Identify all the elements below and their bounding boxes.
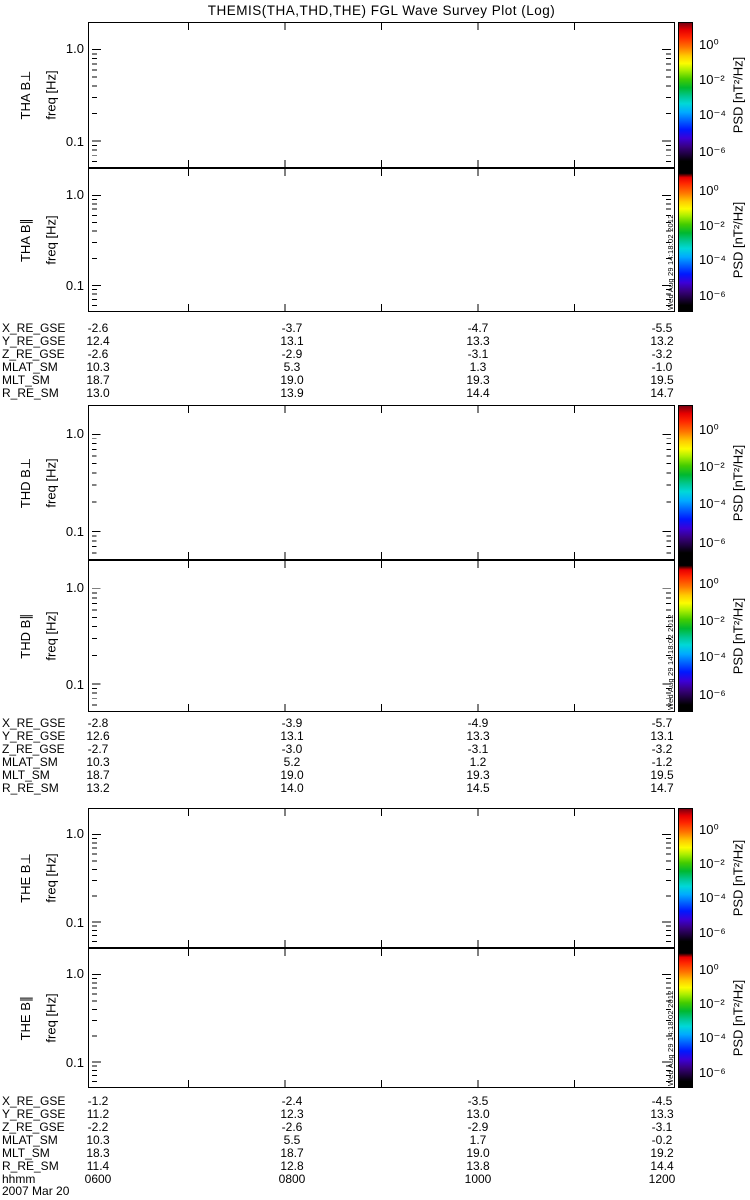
table-cell: -1.0 [651,360,673,374]
table-row-label: MLAT_SM [2,755,58,769]
psd-colorbar-tick-label: 10⁻⁶ [699,534,726,550]
freq-tick-label: 1.0 [65,825,84,841]
freq-tick-label: 1.0 [65,965,84,981]
freq-tick-label: 0.1 [65,524,84,540]
table-cell: -1.2 [87,1094,109,1108]
plot-timestamp: Wed Aug 29 14:18:02 2012 [666,614,675,710]
freq-tick-label: 0.1 [65,133,84,149]
table-cell: -3.7 [281,321,303,335]
psd-colorbar [678,560,693,712]
table-row [0,1160,750,1173]
psd-colorbar-tick-label: 10⁰ [699,421,719,437]
freq-tick-label: 0.1 [65,1054,84,1070]
table-cell: 14.5 [466,781,490,795]
table-cell: -3.9 [281,716,303,730]
table-cell: 18.7 [86,373,110,387]
table-row-label: X_RE_GSE [2,321,66,335]
table-cell: 13.2 [86,781,110,795]
psd-colorbar-tick-label: 10⁻⁶ [699,143,726,159]
table-cell: 14.4 [650,1159,674,1173]
table-cell: -2.7 [87,742,109,756]
table-row [0,1147,750,1160]
table-row [0,387,750,400]
plot-title: THEMIS(THA,THD,THE) FGL Wave Survey Plot (Log) [207,3,556,18]
psd-colorbar-tick-label: 10⁻⁴ [699,889,726,905]
table-cell: 19.5 [650,768,674,782]
freq-tick-label: 1.0 [65,425,84,441]
table-row-label: MLAT_SM [2,1133,58,1147]
table-cell: 1.3 [469,360,487,374]
psd-colorbar-tick-label: 10⁻⁴ [699,496,726,512]
table-cell: -4.9 [467,716,489,730]
table-row [0,1108,750,1121]
table-row [0,730,750,743]
freq-axis-label: freq [Hz] [43,611,59,661]
table-cell: 14.7 [650,386,674,400]
plot-timestamp: Wed Aug 29 14:18:02 2012 [666,214,675,310]
table-row-label: X_RE_GSE [2,716,66,730]
plot-timestamp: Wed Aug 29 14:18:02 2012 [666,990,675,1086]
spectrogram-panel-0-bpar [88,168,675,312]
table-cell: -2.9 [467,1120,489,1134]
table-row-label: R_RE_SM [2,386,59,400]
table-cell: -3.2 [651,347,673,361]
table-cell: -2.2 [87,1120,109,1134]
psd-colorbar [678,405,693,560]
axis-ticks [89,809,674,947]
panel-label-0-bperp: THA B⊥ [18,70,33,120]
axis-ticks [89,169,674,311]
table-cell: -2.6 [87,347,109,361]
table-cell: 0600 [84,1172,112,1186]
psd-colorbar [678,808,693,948]
table-cell: 13.0 [466,1107,490,1121]
table-row [0,717,750,730]
psd-colorbar-tick-label: 10⁰ [699,962,719,978]
table-cell: -3.1 [467,742,489,756]
table-cell: -5.7 [651,716,673,730]
freq-tick-label: 0.1 [65,278,84,294]
psd-axis-label: PSD [nT²/Hz] [730,444,746,521]
table-cell: 19.3 [466,373,490,387]
table-row [0,769,750,782]
table-cell: -2.6 [281,1120,303,1134]
table-cell: 13.3 [650,1107,674,1121]
psd-colorbar-tick-label: 10⁰ [699,37,719,53]
table-row-label: hhmm [2,1172,36,1186]
table-cell: 13.3 [466,334,490,348]
freq-axis-label: freq [Hz] [43,70,59,120]
spectrogram-panel-0-bperp [88,22,675,168]
table-cell: 1.2 [469,755,487,769]
panel-label-1-bpar: THD B∥ [18,613,33,659]
psd-axis-label: PSD [nT²/Hz] [730,201,746,279]
table-cell: -3.5 [467,1094,489,1108]
table-cell: -4.5 [651,1094,673,1108]
table-cell: -2.6 [87,321,109,335]
psd-colorbar-tick-label: 10⁻² [699,996,725,1011]
freq-tick-label: 0.1 [65,676,84,692]
table-cell: 13.1 [280,334,304,348]
spectrogram-panel-1-bperp [88,405,675,560]
axis-ticks [89,406,674,559]
table-cell: 1.7 [469,1133,487,1147]
psd-colorbar-tick-label: 10⁻² [699,459,725,474]
psd-colorbar-tick-label: 10⁻⁶ [699,288,726,304]
psd-colorbar-tick-label: 10⁻² [699,72,725,88]
table-cell: -3.1 [651,1120,673,1134]
table-cell: 5.5 [283,1133,301,1147]
table-cell: -0.2 [651,1133,673,1147]
freq-axis-label: freq [Hz] [43,993,59,1043]
table-cell: 14.4 [466,386,490,400]
psd-axis-label: PSD [nT²/Hz] [730,56,746,134]
table-cell: -3.2 [651,742,673,756]
table-row [0,335,750,348]
axis-ticks [89,949,674,1087]
table-cell: 19.3 [466,768,490,782]
plot-date: 2007 Mar 20 [2,1184,70,1198]
table-cell: -3.1 [467,347,489,361]
psd-axis-label: PSD [nT²/Hz] [730,597,746,675]
table-cell: 12.3 [280,1107,304,1121]
psd-colorbar-tick-label: 10⁻⁶ [699,687,726,703]
freq-axis-label: freq [Hz] [43,853,59,903]
freq-tick-label: 1.0 [65,580,84,596]
table-row-label: R_RE_SM [2,1159,59,1173]
table-cell: 5.2 [283,755,301,769]
table-cell: 13.0 [86,386,110,400]
table-row [0,322,750,335]
panel-label-2-bperp: THE B⊥ [18,853,33,903]
table-cell: 10.3 [86,755,110,769]
table-cell: 13.2 [650,334,674,348]
table-row [0,756,750,769]
table-row-label: MLT_SM [2,1146,50,1160]
table-cell: -2.4 [281,1094,303,1108]
psd-colorbar-tick-label: 10⁰ [699,576,719,592]
psd-colorbar-tick-label: 10⁻⁴ [699,107,726,123]
table-cell: 19.0 [280,768,304,782]
psd-colorbar [678,22,693,168]
freq-tick-label: 1.0 [65,186,84,202]
table-cell: 0800 [278,1172,306,1186]
psd-axis-label: PSD [nT²/Hz] [730,979,746,1057]
panel-label-0-bpar: THA B∥ [18,217,33,263]
psd-colorbar-tick-label: 10⁰ [699,183,719,199]
table-cell: -1.2 [651,755,673,769]
table-cell: 14.0 [280,781,304,795]
table-row-label: Y_RE_GSE [2,1107,66,1121]
table-cell: 13.1 [650,729,674,743]
psd-axis-label: PSD [nT²/Hz] [730,839,746,917]
table-cell: 18.7 [86,768,110,782]
table-row-label: Y_RE_GSE [2,334,66,348]
table-cell: 18.7 [280,1146,304,1160]
table-row [0,374,750,387]
psd-colorbar-tick-label: 10⁻⁶ [699,1064,726,1080]
table-cell: 10.3 [86,360,110,374]
table-cell: 19.5 [650,373,674,387]
table-row-label: Z_RE_GSE [2,347,65,361]
psd-colorbar-tick-label: 10⁻⁴ [699,252,726,268]
panel-label-1-bperp: THD B⊥ [18,457,33,508]
table-cell: 18.3 [86,1146,110,1160]
table-row [0,1173,750,1186]
table-cell: 11.4 [86,1159,110,1173]
table-cell: 12.6 [86,729,110,743]
table-cell: -2.9 [281,347,303,361]
table-row-label: MLT_SM [2,768,50,782]
freq-axis-label: freq [Hz] [43,215,59,265]
table-cell: 13.8 [466,1159,490,1173]
table-row [0,1134,750,1147]
table-row-label: MLAT_SM [2,360,58,374]
table-row-label: Z_RE_GSE [2,1120,65,1134]
table-row [0,1095,750,1108]
table-cell: 19.0 [466,1146,490,1160]
table-row [0,743,750,756]
psd-colorbar [678,168,693,312]
table-cell: -4.7 [467,321,489,335]
table-row-label: X_RE_GSE [2,1094,66,1108]
table-row-label: R_RE_SM [2,781,59,795]
panel-label-2-bpar: THE B∥ [18,995,33,1041]
table-cell: 12.8 [280,1159,304,1173]
table-cell: 19.2 [650,1146,674,1160]
psd-colorbar-tick-label: 10⁰ [699,822,719,838]
table-row [0,348,750,361]
freq-axis-label: freq [Hz] [43,457,59,508]
table-cell: 13.3 [466,729,490,743]
table-cell: 12.4 [86,334,110,348]
axis-ticks [89,23,674,167]
table-cell: -5.5 [651,321,673,335]
table-cell: 13.1 [280,729,304,743]
psd-colorbar [678,948,693,1088]
spectrogram-panel-2-bperp [88,808,675,948]
axis-ticks [89,561,674,711]
table-row [0,782,750,795]
table-cell: 19.0 [280,373,304,387]
psd-colorbar-tick-label: 10⁻⁶ [699,924,726,940]
spectrogram-panel-2-bpar [88,948,675,1088]
table-cell: 10.3 [86,1133,110,1147]
psd-colorbar-tick-label: 10⁻⁴ [699,1029,726,1045]
table-row [0,361,750,374]
table-cell: 11.2 [86,1107,110,1121]
table-cell: -3.0 [281,742,303,756]
freq-tick-label: 0.1 [65,914,84,930]
table-cell: -2.8 [87,716,109,730]
psd-colorbar-tick-label: 10⁻² [699,856,725,871]
table-row [0,1121,750,1134]
psd-colorbar-tick-label: 10⁻² [699,612,725,628]
table-row-label: MLT_SM [2,373,50,387]
table-cell: 1000 [464,1172,492,1186]
psd-colorbar-tick-label: 10⁻⁴ [699,649,726,665]
spectrogram-panel-1-bpar [88,560,675,712]
table-row-label: Y_RE_GSE [2,729,66,743]
table-cell: 13.9 [280,386,304,400]
table-cell: 14.7 [650,781,674,795]
table-cell: 1200 [648,1172,676,1186]
table-cell: 5.3 [283,360,301,374]
psd-colorbar-tick-label: 10⁻² [699,217,725,233]
table-row-label: Z_RE_GSE [2,742,65,756]
freq-tick-label: 1.0 [65,41,84,56]
